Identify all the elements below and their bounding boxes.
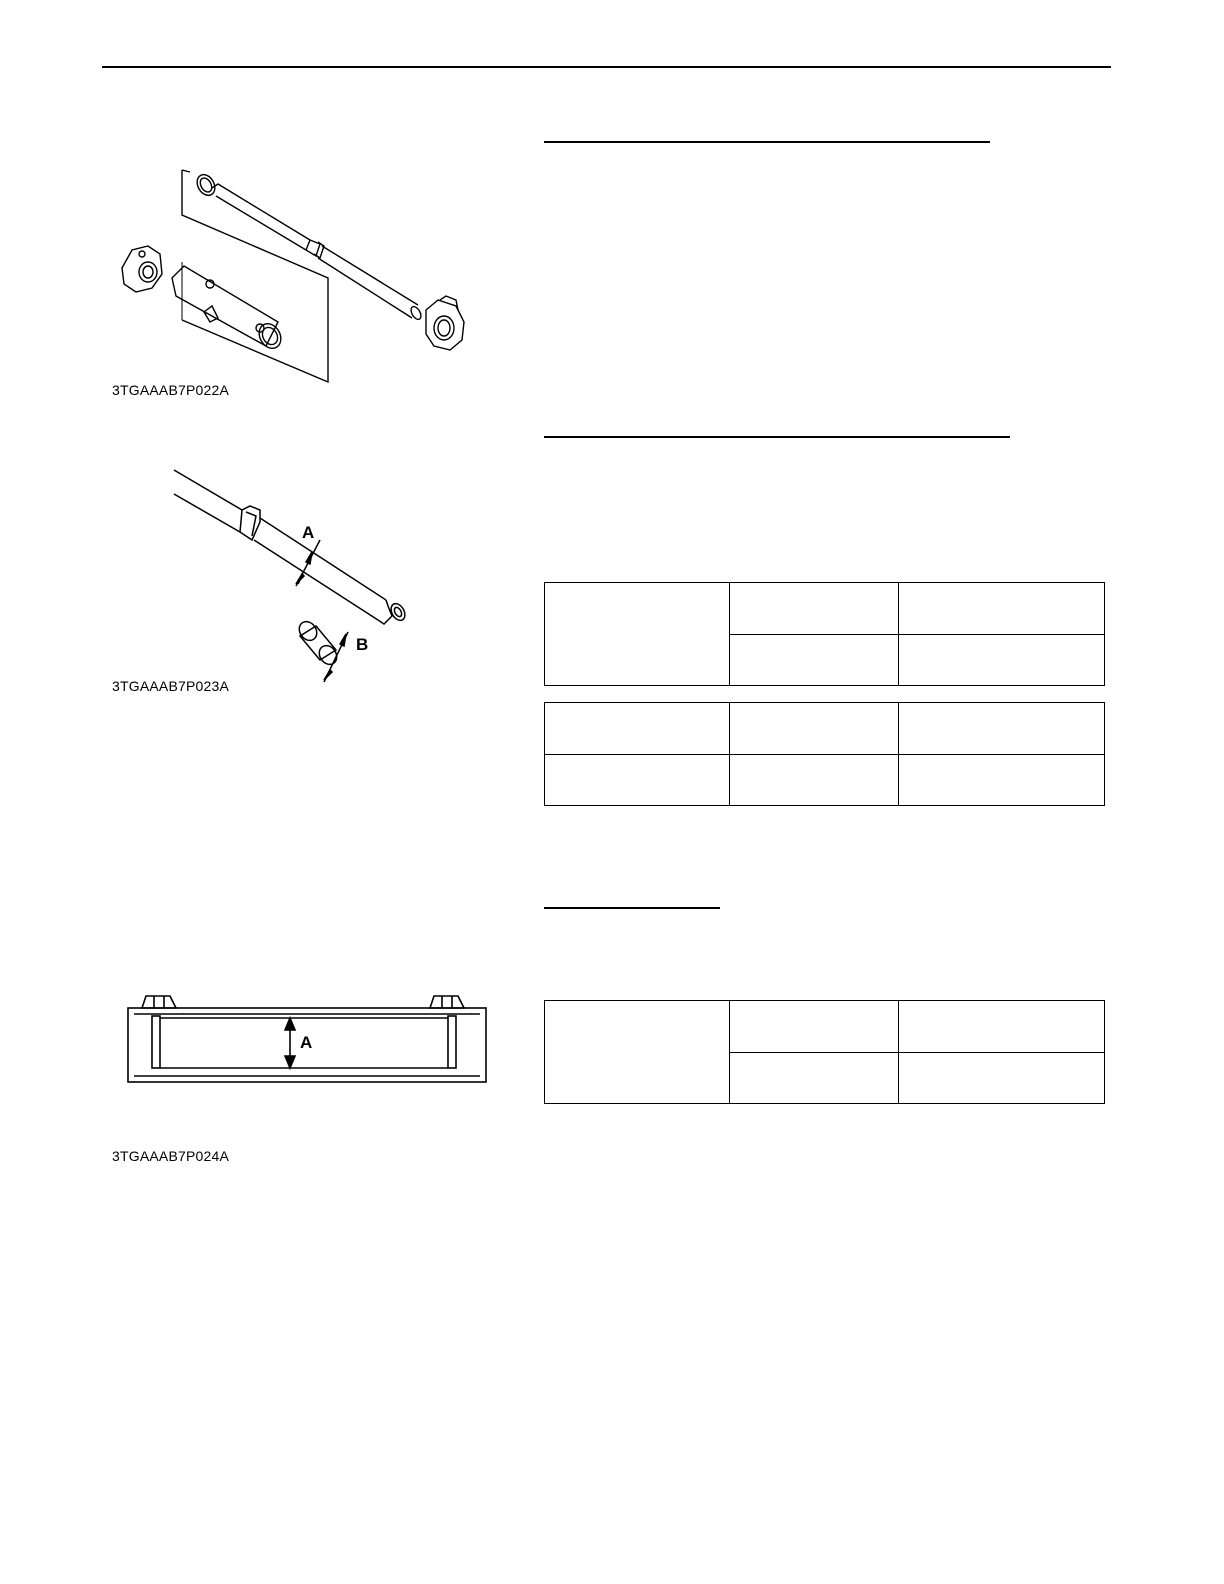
- spec-table-2: [544, 702, 1105, 806]
- section-2-heading-rule: [544, 436, 1010, 438]
- spec-table-3: [544, 1000, 1105, 1104]
- figure-3-caption: 3TGAAAB7P024A: [112, 1148, 229, 1164]
- header-rule: [102, 66, 1111, 68]
- o-ring: [194, 171, 219, 198]
- shaft-label-a: A: [302, 523, 315, 542]
- table-cell: [899, 754, 1105, 806]
- bushing: [300, 626, 336, 660]
- table-cell: [899, 703, 1105, 755]
- table-cell: [545, 754, 730, 806]
- table-cell: [899, 1052, 1105, 1104]
- figure-shaft-exploded: [100, 150, 500, 390]
- table-cell: [899, 634, 1105, 686]
- table-cell: [545, 703, 730, 755]
- figure-frame-dimension: [120, 990, 500, 1090]
- table-cell: [730, 583, 899, 635]
- section-3-heading-rule: [544, 907, 720, 909]
- table-cell: [730, 754, 899, 806]
- table-cell: [899, 583, 1105, 635]
- long-shaft: [212, 184, 310, 250]
- figure-1-caption: 3TGAAAB7P022A: [112, 382, 229, 398]
- table-cell: [730, 703, 899, 755]
- table-cell: [545, 583, 730, 686]
- right-nut: [430, 996, 464, 1008]
- frame-label-a: A: [300, 1033, 313, 1052]
- section-1-heading-rule: [544, 141, 990, 143]
- table-cell: [545, 1001, 730, 1104]
- table-cell: [899, 1001, 1105, 1053]
- table-cell: [730, 1001, 899, 1053]
- table-cell: [730, 634, 899, 686]
- right-coupling: [426, 300, 464, 350]
- bushing-label-b: B: [356, 635, 369, 654]
- left-nut: [142, 996, 176, 1008]
- figure-2-caption: 3TGAAAB7P023A: [112, 678, 229, 694]
- assembly-plane: [182, 170, 328, 382]
- figure-shaft-measurement: [160, 460, 420, 700]
- table-cell: [730, 1052, 899, 1104]
- spec-table-1: [544, 582, 1105, 686]
- shaft-body: [174, 470, 242, 532]
